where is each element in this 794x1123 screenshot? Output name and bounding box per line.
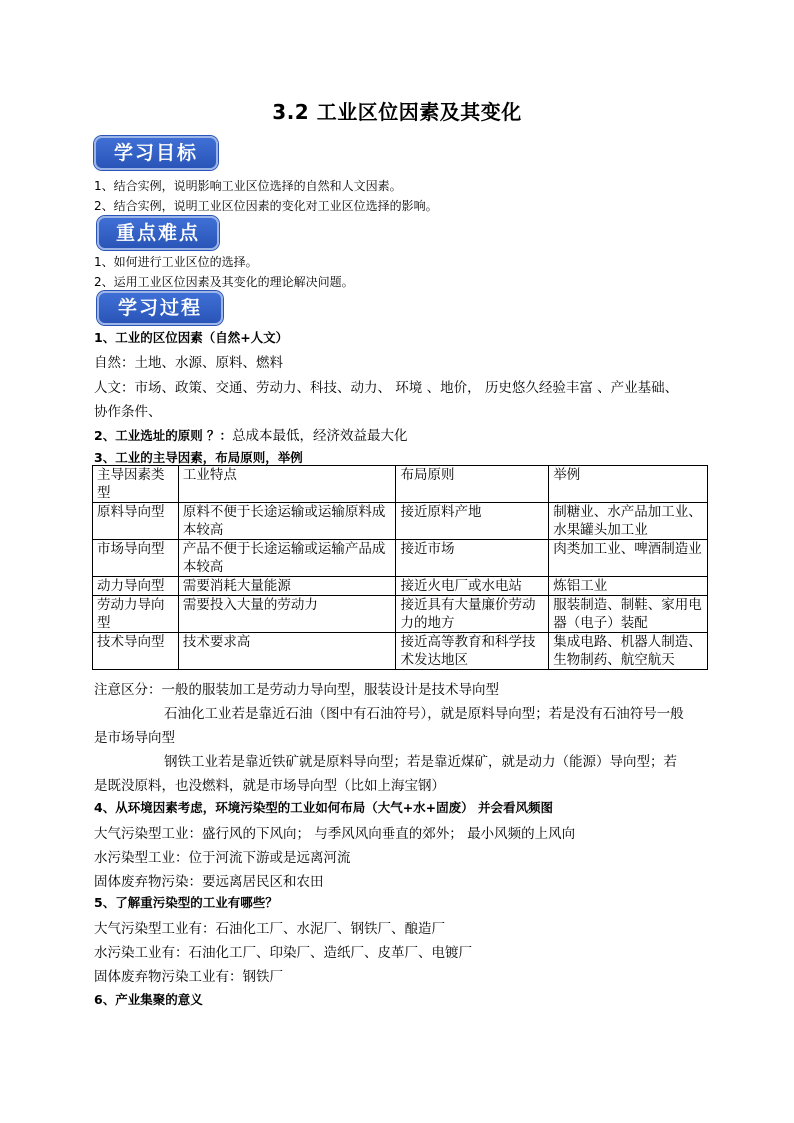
- table-row: [93, 577, 708, 596]
- keypoint-2: 2、运用工业区位因素及其变化的理论解决问题。: [94, 275, 354, 289]
- water-pollution-layout: 水污染型工业：位于河流下游或是远离河流: [94, 850, 351, 866]
- water-pollution-industries: 水污染工业有：石油化工厂、印染厂、造纸厂、皮革厂、电镀厂: [94, 945, 472, 961]
- solid-waste-layout: 固体废弃物污染：要远离居民区和农田: [94, 874, 324, 890]
- table-cell: 肉类加工业、啤酒制造业: [549, 540, 708, 577]
- note-steel-line-1: 钢铁工业若是靠近铁矿就是原料导向型；若是靠近煤矿，就是动力（能源）导向型；若: [164, 754, 677, 770]
- section-4-heading: 4、从环境因素考虑，环境污染型的工业如何布局（大气+水+固废） 并会看风频图: [94, 800, 553, 815]
- note-petrochemical-line-1: 石油化工业若是靠近石油（图中有石油符号），就是原料导向型；若是没有石油符号一般: [164, 706, 684, 722]
- section-3-heading: 3、工业的主导因素，布局原则，举例: [94, 450, 303, 465]
- table-cell: 制糖业、水产品加工业、水果罐头加工业: [549, 503, 708, 540]
- table-header-row: [93, 466, 708, 503]
- table-cell: 接近市场: [396, 540, 549, 577]
- objective-1: 1、结合实例，说明影响工业区位选择的自然和人文因素。: [94, 179, 402, 193]
- natural-factors: 自然：土地、水源、原料、燃料: [94, 355, 283, 371]
- air-pollution-industries: 大气污染型工业有：石油化工厂、水泥厂、钢铁厂、酿造厂: [94, 921, 445, 937]
- badge-key-points: 重点难点: [97, 216, 219, 250]
- section-2-text: 总成本最低，经济效益最大化: [232, 428, 408, 444]
- table-cell: 原料导向型: [93, 503, 179, 540]
- keypoint-1: 1、如何进行工业区位的选择。: [94, 255, 258, 269]
- table-row: [93, 540, 708, 577]
- section-6-heading: 6、产业集聚的意义: [94, 992, 203, 1007]
- table-cell: 接近具有大量廉价劳动力的地方: [396, 596, 549, 633]
- air-pollution-layout: 大气污染型工业：盛行风的下风向； 与季风风向垂直的郊外； 最小风频的上风向: [94, 826, 576, 842]
- table-cell: 劳动力导向型: [93, 596, 179, 633]
- section-2-heading: 2、工业选址的原则 ？：: [94, 428, 233, 443]
- badge-learning-objectives: 学习目标: [94, 136, 218, 170]
- page-title: 3.2 工业区位因素及其变化: [272, 100, 522, 124]
- table-cell: 技术要求高: [178, 633, 396, 670]
- note-clothing: 注意区分：一般的服装加工是劳动力导向型，服装设计是技术导向型: [94, 682, 499, 698]
- badge-learning-process: 学习过程: [97, 291, 223, 325]
- note-petrochemical-line-2: 是市场导向型: [94, 730, 175, 746]
- solid-waste-industries: 固体废弃物污染工业有：钢铁厂: [94, 969, 283, 985]
- table-header-cell: 举例: [549, 466, 708, 503]
- table-cell: 接近原料产地: [396, 503, 549, 540]
- table-cell: 服装制造、制鞋、家用电器（电子）装配: [549, 596, 708, 633]
- table-header-cell: 主导因素类型: [93, 466, 179, 503]
- note-steel-line-2: 是既没原料，也没燃料，就是市场导向型（比如上海宝钢）: [94, 778, 445, 794]
- table-cell: 动力导向型: [93, 577, 179, 596]
- human-factors-line-2: 协作条件、: [94, 404, 162, 420]
- table-cell: 接近火电厂或水电站: [396, 577, 549, 596]
- industry-orientation-table: [92, 465, 708, 670]
- objective-2: 2、结合实例，说明工业区位因素的变化对工业区位选择的影响。: [94, 199, 438, 213]
- table-cell: 集成电路、机器人制造、生物制药、航空航天: [549, 633, 708, 670]
- table-row: [93, 503, 708, 540]
- table-cell: 接近高等教育和科学技术发达地区: [396, 633, 549, 670]
- table-cell: 技术导向型: [93, 633, 179, 670]
- table-row: [93, 596, 708, 633]
- section-5-heading: 5、了解重污染型的工业有哪些？: [94, 895, 278, 910]
- human-factors-line-1: 人文：市场、政策、交通、劳动力、科技、动力、 环境 、地价， 历史悠久经验丰富 、产业基础、: [94, 380, 679, 396]
- table-cell: 原料不便于长途运输或运输原料成本较高: [178, 503, 396, 540]
- table-cell: 需要投入大量的劳动力: [178, 596, 396, 633]
- section-2: [94, 424, 408, 444]
- table-row: [93, 633, 708, 670]
- table-cell: 炼铝工业: [549, 577, 708, 596]
- section-1-heading: 1、工业的区位因素（自然+人文）: [94, 330, 289, 345]
- table-cell: 市场导向型: [93, 540, 179, 577]
- table-header-cell: 工业特点: [178, 466, 396, 503]
- table-header-cell: 布局原则: [396, 466, 549, 503]
- table-cell: 需要消耗大量能源: [178, 577, 396, 596]
- table-cell: 产品不便于长途运输或运输产品成本较高: [178, 540, 396, 577]
